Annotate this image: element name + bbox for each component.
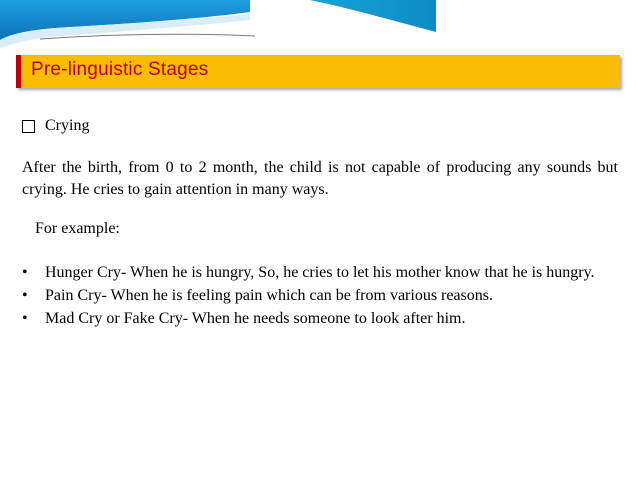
list-item-text: Hunger Cry- When he is hungry, So, he cries to let his mother know that he is hungry. — [45, 264, 595, 281]
list-item — [22, 262, 618, 284]
list-item-text: Pain Cry- When he is feeling pain which can be from various reasons. — [45, 287, 494, 304]
body-paragraph: After the birth, from 0 to 2 month, the child is not capable of producing any sounds but crying. He cries to gain attention in many ways. — [22, 159, 618, 198]
slide-title: Pre-linguistic Stages — [31, 59, 209, 80]
bullet-icon: • — [22, 264, 28, 281]
section-heading — [22, 116, 89, 136]
list-item — [22, 285, 618, 307]
list-item-text: Mad Cry or Fake Cry- When he needs someone to look after him. — [45, 310, 466, 327]
header-decoration — [0, 0, 638, 48]
example-label: For example: — [35, 220, 120, 237]
section-heading-text: Crying — [45, 117, 90, 134]
title-bar — [16, 55, 620, 88]
checkbox-bullet-icon — [22, 120, 35, 133]
bullet-icon: • — [22, 310, 28, 327]
bullet-icon: • — [22, 287, 28, 304]
bullet-list — [22, 262, 618, 331]
list-item — [22, 308, 618, 330]
